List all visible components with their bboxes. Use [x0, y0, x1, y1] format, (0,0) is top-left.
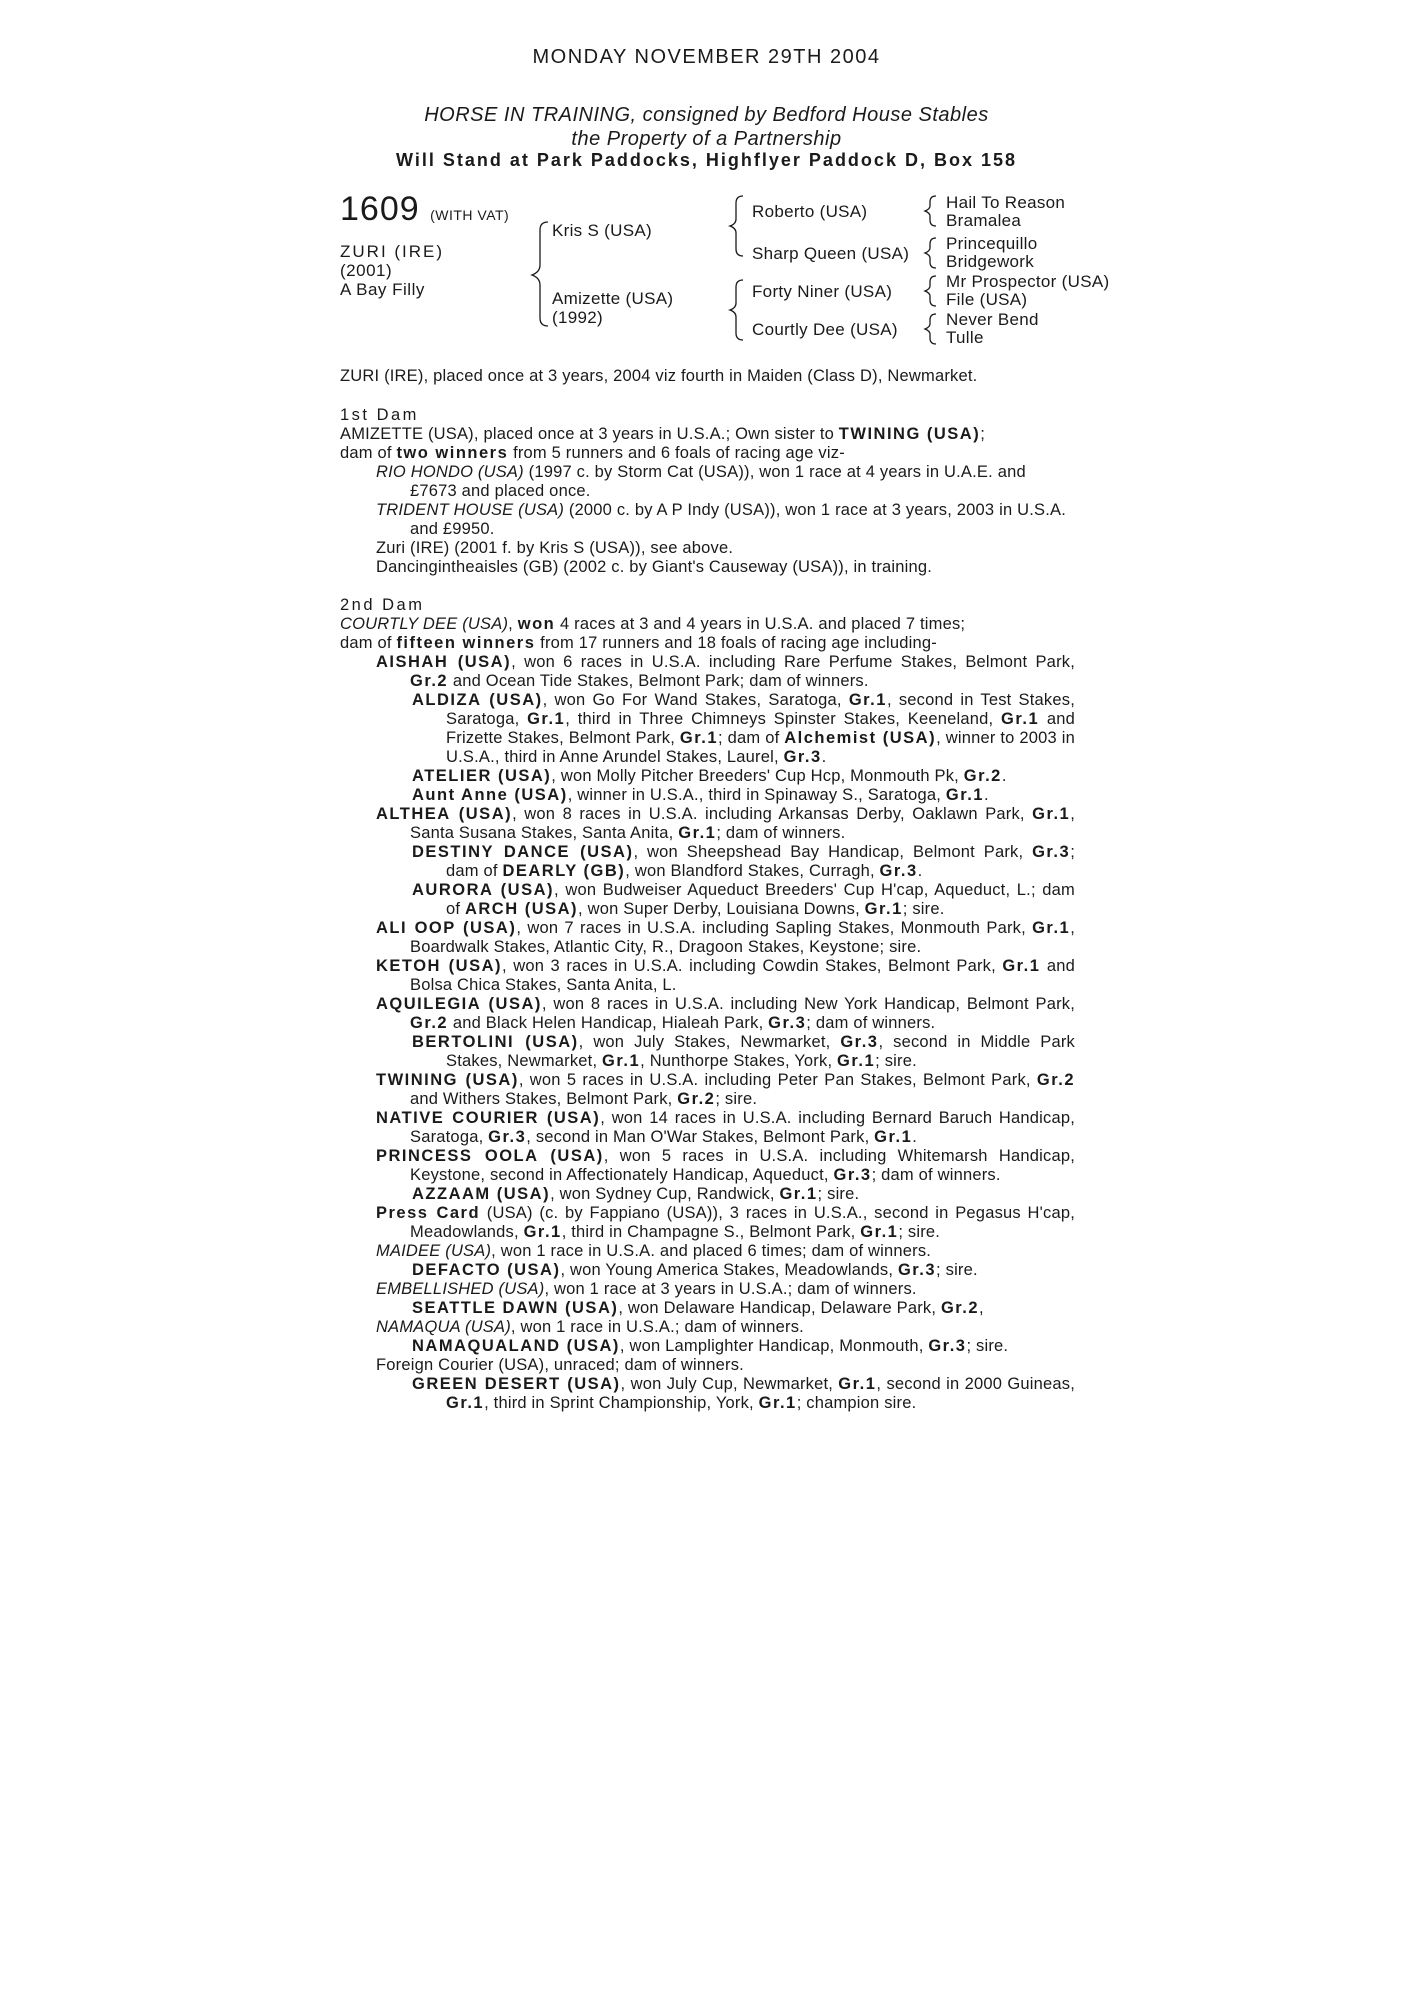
second-dam-line2: dam of fifteen winners from 17 runners and 18 foals of racing age including-: [340, 634, 937, 652]
entry-aunt-anne: Aunt Anne (USA), winner in U.S.A., third in Spinaway S., Saratoga, Gr.1.: [412, 786, 989, 804]
entry-aurora: AURORA (USA), won Budweiser Aqueduct Breeders' Cup H'cap, Aqueduct, L.; dam of ARCH (USA), won Super Derby, Louisiana Downs, Gr.1; sire.: [412, 881, 1075, 918]
entry-aishah: AISHAH (USA), won 6 races in U.S.A. including Rare Perfume Stakes, Belmont Park, Gr.2 and Ocean Tide Stakes, Belmont Park; dam of winners.: [376, 653, 1075, 690]
horse-summary: ZURI (IRE), placed once at 3 years, 2004 viz fourth in Maiden (Class D), Newmarket.: [340, 367, 978, 385]
pedigree-gen3-courtly-dee: [946, 311, 1039, 347]
second-dam-section: [340, 596, 1075, 1413]
entry-ketoh: KETOH (USA), won 3 races in U.S.A. including Cowdin Stakes, Belmont Park, Gr.1 and Bolsa Chica Stakes, Santa Anita, L.: [376, 957, 1075, 994]
pedigree-mr-prospector: Mr Prospector (USA): [946, 272, 1110, 291]
pedigree-gen3-sharp-queen: [946, 235, 1037, 271]
property-line: the Property of a Partnership: [571, 128, 842, 150]
stand-location: Will Stand at Park Paddocks, Highflyer Paddock D, Box 158: [396, 150, 1017, 170]
brace-roberto: [925, 196, 936, 226]
entry-foreign-courier: Foreign Courier (USA), unraced; dam of winners.: [376, 1356, 744, 1374]
pedigree-bridgework: Bridgework: [946, 252, 1035, 271]
vat-note: (WITH VAT): [430, 207, 510, 223]
brace-forty-niner: [925, 276, 936, 306]
horse-year: (2001): [340, 261, 393, 280]
entry-bertolini: BERTOLINI (USA), won July Stakes, Newmarket, Gr.3, second in Middle Park Stakes, Newmarket, Gr.1, Nunthorpe Stakes, York, Gr.1; sire.: [412, 1033, 1075, 1070]
offspring-trident-house: TRIDENT HOUSE (USA) (2000 c. by A P Indy (USA)), won 1 race at 3 years, 2003 in U.S.A. and £9950.: [376, 501, 1066, 538]
lot-number: 1609: [340, 190, 420, 228]
entry-twining: TWINING (USA), won 5 races in U.S.A. including Peter Pan Stakes, Belmont Park, Gr.2 and Withers Stakes, Belmont Park, Gr.2; sire.: [376, 1071, 1075, 1108]
second-dam-line1: COURTLY DEE (USA), won 4 races at 3 and 4 years in U.S.A. and placed 7 times;: [340, 615, 966, 633]
entry-aquilegia: AQUILEGIA (USA), won 8 races in U.S.A. including New York Handicap, Belmont Park, Gr.2 and Black Helen Handicap, Hialeah Park, Gr.3; dam of winners.: [376, 995, 1076, 1032]
entry-ali-oop: ALI OOP (USA), won 7 races in U.S.A. including Sapling Stakes, Monmouth Park, Gr.1, Boardwalk Stakes, Atlantic City, R., Dragoon Stakes, Keystone; sire.: [376, 919, 1075, 956]
entry-embellished: EMBELLISHED (USA), won 1 race at 3 years in U.S.A.; dam of winners.: [376, 1280, 917, 1298]
pedigree-bramalea: Bramalea: [946, 211, 1022, 230]
pedigree-gen3-roberto: [946, 194, 1065, 230]
pedigree-never-bend: Never Bend: [946, 310, 1039, 329]
entry-azzaam: AZZAAM (USA), won Sydney Cup, Randwick, Gr.1; sire.: [412, 1185, 860, 1203]
pedigree-dam-year: (1992): [552, 308, 603, 327]
entry-seattle-dawn: SEATTLE DAWN (USA), won Delaware Handicap, Delaware Park, Gr.2,: [412, 1299, 984, 1317]
pedigree-braces: [0, 0, 1413, 360]
pedigree-princequillo: Princequillo: [946, 234, 1038, 253]
consignor-line: HORSE IN TRAINING, consigned by Bedford House Stables: [424, 104, 989, 126]
first-dam-section: [340, 406, 1075, 577]
entry-press-card: Press Card (USA) (c. by Fappiano (USA)), 3 races in U.S.A., second in Pegasus H'cap, Meadowlands, Gr.1, third in Champagne S., Belmont Park, Gr.1; sire.: [376, 1204, 1075, 1241]
horse-description: A Bay Filly: [340, 280, 425, 299]
entry-maidee: MAIDEE (USA), won 1 race in U.S.A. and placed 6 times; dam of winners.: [376, 1242, 932, 1260]
brace-courtly-dee: [925, 314, 936, 344]
pedigree-sire: Kris S (USA): [552, 221, 652, 240]
pedigree-sire-sire: Roberto (USA): [752, 202, 868, 221]
entry-aldiza: ALDIZA (USA), won Go For Wand Stakes, Saratoga, Gr.1, second in Test Stakes, Saratoga, Gr.1, third in Three Chimneys Spinster Stakes, Keeneland, Gr.1 and Frizette Stakes, Belmont Park, Gr.1; dam of Alchemist (USA), winner to 2003 in U.S.A., third in Anne Arundel Stakes, Laurel, Gr.3.: [412, 691, 1075, 766]
entry-green-desert: GREEN DESERT (USA), won July Cup, Newmarket, Gr.1, second in 2000 Guineas, Gr.1, third in Sprint Championship, York, Gr.1; champion sire.: [412, 1375, 1076, 1412]
horse-name: ZURI (IRE): [340, 242, 445, 261]
brace-sharp-queen: [925, 238, 936, 268]
first-dam-line1: AMIZETTE (USA), placed once at 3 years in U.S.A.; Own sister to TWINING (USA);: [340, 425, 985, 443]
entry-princess-oola: PRINCESS OOLA (USA), won 5 races in U.S.A. including Whitemarsh Handicap, Keystone, second in Affectionately Handicap, Aqueduct, Gr.3; dam of winners.: [376, 1147, 1075, 1184]
pedigree-file: File (USA): [946, 290, 1028, 309]
entry-native-courier: NATIVE COURIER (USA), won 14 races in U.S.A. including Bernard Baruch Handicap, Saratoga, Gr.3, second in Man O'War Stakes, Belmont Park, Gr.1.: [376, 1109, 1075, 1146]
entry-namaqualand: NAMAQUALAND (USA), won Lamplighter Handicap, Monmouth, Gr.3; sire.: [412, 1337, 1009, 1355]
pedigree-dam: Amizette (USA): [552, 289, 674, 308]
brace-dam-line: [730, 280, 743, 340]
entry-namaqua: NAMAQUA (USA), won 1 race in U.S.A.; dam of winners.: [376, 1318, 804, 1336]
offspring-zuri: Zuri (IRE) (2001 f. by Kris S (USA)), see above.: [376, 539, 734, 557]
entry-destiny-dance: DESTINY DANCE (USA), won Sheepshead Bay Handicap, Belmont Park, Gr.3; dam of DEARLY (GB), won Blandford Stakes, Curragh, Gr.3.: [412, 843, 1075, 880]
brace-sire-line: [730, 196, 743, 256]
first-dam-heading: 1st Dam: [340, 406, 419, 424]
pedigree-gen3-forty-niner: [946, 273, 1109, 309]
entry-defacto: DEFACTO (USA), won Young America Stakes, Meadowlands, Gr.3; sire.: [412, 1261, 978, 1279]
pedigree-tulle: Tulle: [946, 328, 984, 347]
second-dam-heading: 2nd Dam: [340, 596, 425, 614]
pedigree-dam-sire: Forty Niner (USA): [752, 282, 893, 301]
pedigree-dam-dam: Courtly Dee (USA): [752, 320, 898, 339]
entry-althea: ALTHEA (USA), won 8 races in U.S.A. including Arkansas Derby, Oaklawn Park, Gr.1, Santa Susana Stakes, Santa Anita, Gr.1; dam of winners.: [376, 805, 1076, 842]
sale-date: MONDAY NOVEMBER 29TH 2004: [532, 46, 881, 68]
pedigree-hail-to-reason: Hail To Reason: [946, 193, 1066, 212]
offspring-rio-hondo: RIO HONDO (USA) (1997 c. by Storm Cat (USA)), won 1 race at 4 years in U.A.E. and £7673 and placed once.: [376, 463, 1026, 500]
brace-generation-1: [532, 222, 548, 326]
offspring-dancingintheaisles: Dancingintheaisles (GB) (2002 c. by Giant's Causeway (USA)), in training.: [376, 558, 933, 576]
first-dam-line2: dam of two winners from 5 runners and 6 foals of racing age viz-: [340, 444, 845, 462]
entry-atelier: ATELIER (USA), won Molly Pitcher Breeders' Cup Hcp, Monmouth Pk, Gr.2.: [412, 767, 1007, 785]
pedigree-sire-dam: Sharp Queen (USA): [752, 244, 910, 263]
